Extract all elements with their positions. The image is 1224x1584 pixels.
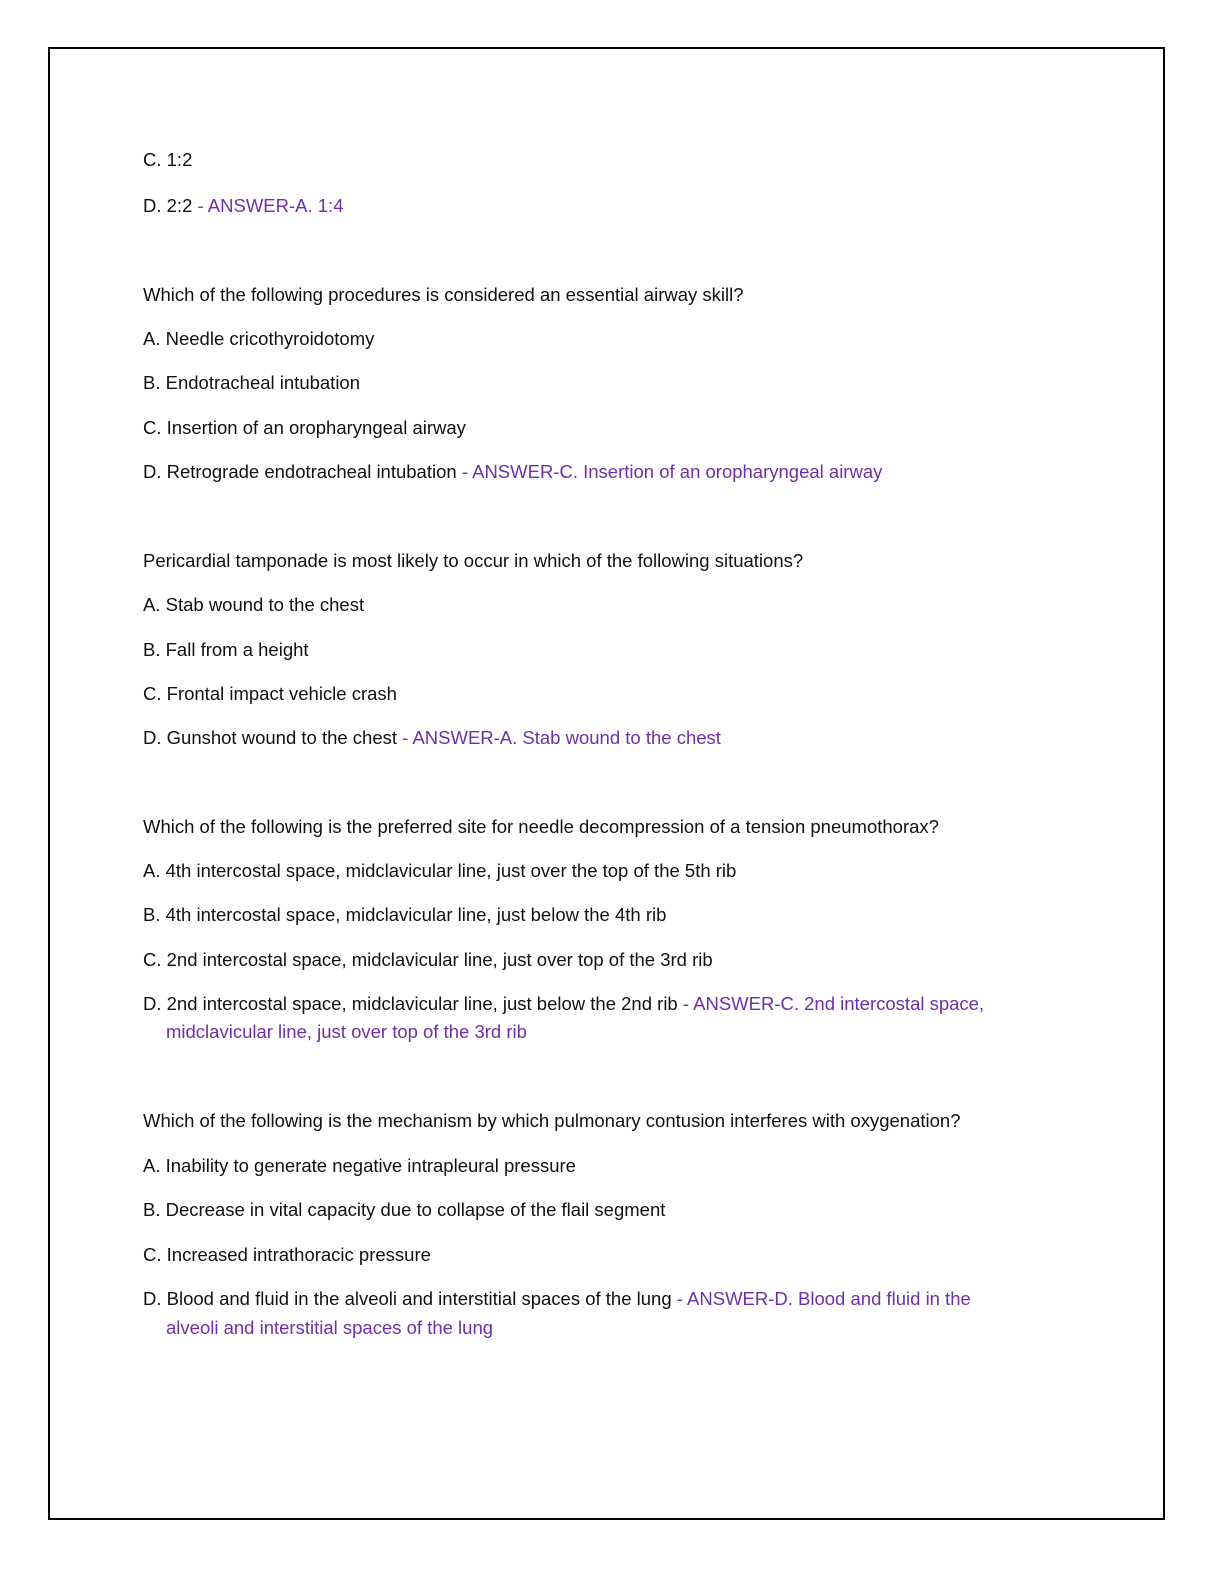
question-3-answer: ANSWER-C. 2nd intercostal space,: [693, 993, 985, 1014]
question-3-option-b: B. 4th intercostal space, midclavicular line, just below the 4th rib: [143, 904, 667, 925]
question-1-option-c: C. Insertion of an oropharyngeal airway: [143, 417, 466, 438]
question-4-option-c: C. Increased intrathoracic pressure: [143, 1244, 431, 1265]
question-4-separator: -: [671, 1288, 688, 1309]
question-4-text: Which of the following is the mechanism by which pulmonary contusion interferes with oxygenation?: [143, 1110, 961, 1131]
question-1-option-b: B. Endotracheal intubation: [143, 372, 361, 393]
question-3-text: Which of the following is the preferred site for needle decompression of a tension pneumothorax?: [143, 816, 939, 837]
question-4-answer-continued: alveoli and interstitial spaces of the lung: [166, 1317, 494, 1338]
intro-separator: -: [192, 195, 208, 216]
question-2-answer: ANSWER-A. Stab wound to the chest: [412, 727, 721, 748]
question-2-option-c: C. Frontal impact vehicle crash: [143, 683, 397, 704]
question-2-option-b: B. Fall from a height: [143, 639, 309, 660]
intro-answer: ANSWER-A. 1:4: [207, 195, 344, 216]
question-4-option-b: B. Decrease in vital capacity due to collapse of the flail segment: [143, 1199, 666, 1220]
intro-option-d: D. 2:2 - ANSWER-A. 1:4: [143, 195, 344, 216]
question-2-text: Pericardial tamponade is most likely to occur in which of the following situations?: [143, 550, 804, 571]
question-2-option-d: D. Gunshot wound to the chest - ANSWER-A. Stab wound to the chest: [143, 727, 721, 748]
intro-option-c: C. 1:2: [143, 149, 193, 170]
question-1-separator: -: [456, 461, 473, 482]
question-1-option-a: A. Needle cricothyroidotomy: [143, 328, 375, 349]
question-3-option-d: D. 2nd intercostal space, midclavicular line, just below the 2nd rib - ANSWER-C. 2nd intercostal space,: [143, 993, 985, 1014]
question-4-option-a: A. Inability to generate negative intrapleural pressure: [143, 1155, 576, 1176]
question-2-option-a: A. Stab wound to the chest: [143, 594, 365, 615]
question-4-answer: ANSWER-D. Blood and fluid in the: [687, 1288, 971, 1309]
question-3-separator: -: [677, 993, 694, 1014]
question-2-separator: -: [397, 727, 413, 748]
question-3-option-a: A. 4th intercostal space, midclavicular line, just over the top of the 5th rib: [143, 860, 737, 881]
question-3-answer-continued: midclavicular line, just over top of the 3rd rib: [166, 1021, 527, 1042]
question-4-option-d: D. Blood and fluid in the alveoli and interstitial spaces of the lung - ANSWER-D. Blood and fluid in the: [143, 1288, 971, 1309]
question-1-answer: ANSWER-C. Insertion of an oropharyngeal airway: [472, 461, 883, 482]
question-1-option-d: D. Retrograde endotracheal intubation - ANSWER-C. Insertion of an oropharyngeal airway: [143, 461, 883, 482]
question-1-text: Which of the following procedures is considered an essential airway skill?: [143, 284, 744, 305]
question-3-option-c: C. 2nd intercostal space, midclavicular line, just over top of the 3rd rib: [143, 949, 713, 970]
